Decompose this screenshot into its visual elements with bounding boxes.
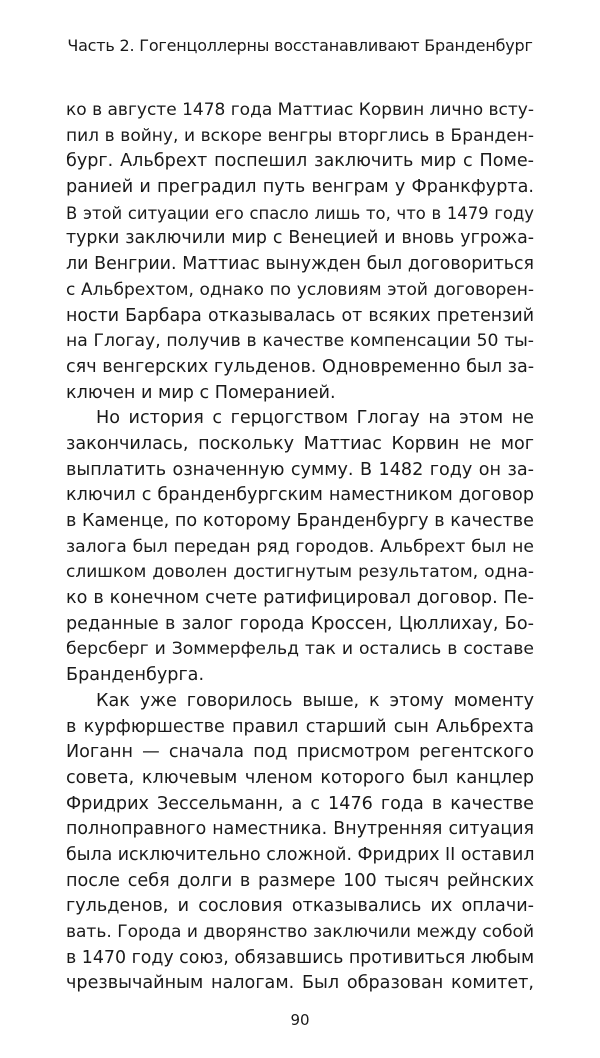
page-number: 90	[290, 1011, 310, 1029]
text-line: в Каменце, по которому Бранденбургу в качестве	[66, 511, 534, 531]
text-line: закончилась, поскольку Маттиас Корвин не мог	[66, 433, 534, 454]
paragraph	[66, 406, 534, 689]
text-line: вать. Города и дворянство заключили между собой	[66, 922, 534, 942]
text-line: В этой ситуации его спасло лишь то, что в 1479 году	[66, 203, 534, 223]
text-line: Бранденбурга.	[66, 665, 205, 686]
text-line: берсберг и Зоммерфельд так и остались в составе	[66, 639, 534, 660]
text-line: совета, ключевым членом которого был канцлер	[66, 767, 534, 788]
text-line: ключил с бранденбургским наместником договор	[66, 485, 534, 506]
text-line: гульденов, и сословия отказывались их оплачи-	[66, 896, 534, 917]
text-line: сяч венгерских гульденов. Одновременно был за-	[66, 356, 535, 377]
text-line: ли Венгрии. Маттиас вынужден был договориться	[66, 254, 534, 275]
text-line: Как уже говорилось выше, к этому моменту	[96, 690, 534, 711]
text-line: чрезвычайным налогам. Был образован комитет,	[66, 973, 534, 994]
text-line: слишком доволен достигнутым результатом, одна-	[66, 562, 534, 583]
text-line: бург. Альбрехт поспешил заключить мир с Поме-	[66, 151, 534, 172]
text-line: Иоганн — сначала под присмотром регентского	[66, 742, 534, 763]
text-line: залога был передан ряд городов. Альбрехт был не	[66, 536, 534, 557]
text-line: на Глогау, получив в качестве компенсации 50 ты-	[66, 331, 534, 352]
text-line: турки заключили мир с Венецией и вновь угрожа-	[66, 228, 534, 249]
paragraph	[66, 98, 534, 406]
text-line: ключен и мир с Померанией.	[66, 382, 336, 403]
text-line: полноправного наместника. Внутренняя ситуация	[66, 819, 534, 840]
text-line: ности Барбара отказывалась от всяких претензий	[66, 305, 534, 326]
text-line: ранией и преградил путь венграм у Франкфурта.	[66, 177, 534, 198]
text-line: была исключительно сложной. Фридрих II оставил	[66, 844, 535, 865]
text-line: ко в конечном счете ратифицировал договор. Пе-	[66, 588, 534, 609]
text-line: выплатить означенную сумму. В 1482 году он за-	[66, 459, 534, 480]
paragraph	[66, 689, 534, 997]
text-line: Но история с герцогством Глогау на этом не	[96, 408, 534, 429]
text-line: в курфюршестве правил старший сын Альбрехта	[66, 716, 534, 737]
text-line: пил в войну, и вскоре венгры вторглись в Бранден-	[66, 125, 534, 146]
text-line: реданные в залог города Кроссен, Цюллихау, Бо-	[66, 613, 534, 634]
text-line: после себя долги в размере 100 тысяч рейнских	[66, 870, 534, 891]
text-line: ко в августе 1478 года Маттиас Корвин лично всту-	[66, 100, 534, 120]
text-line: в 1470 году союз, обязавшись противиться любым	[66, 947, 535, 968]
text-line: с Альбрехтом, однако по условиям этой договорен-	[66, 279, 534, 300]
body-text	[66, 98, 534, 997]
text-line: Фридрих Зессельманн, а с 1476 года в качестве	[66, 793, 534, 814]
running-header: Часть 2. Гогенцоллерны восстанавливают Бранденбург	[67, 36, 533, 55]
